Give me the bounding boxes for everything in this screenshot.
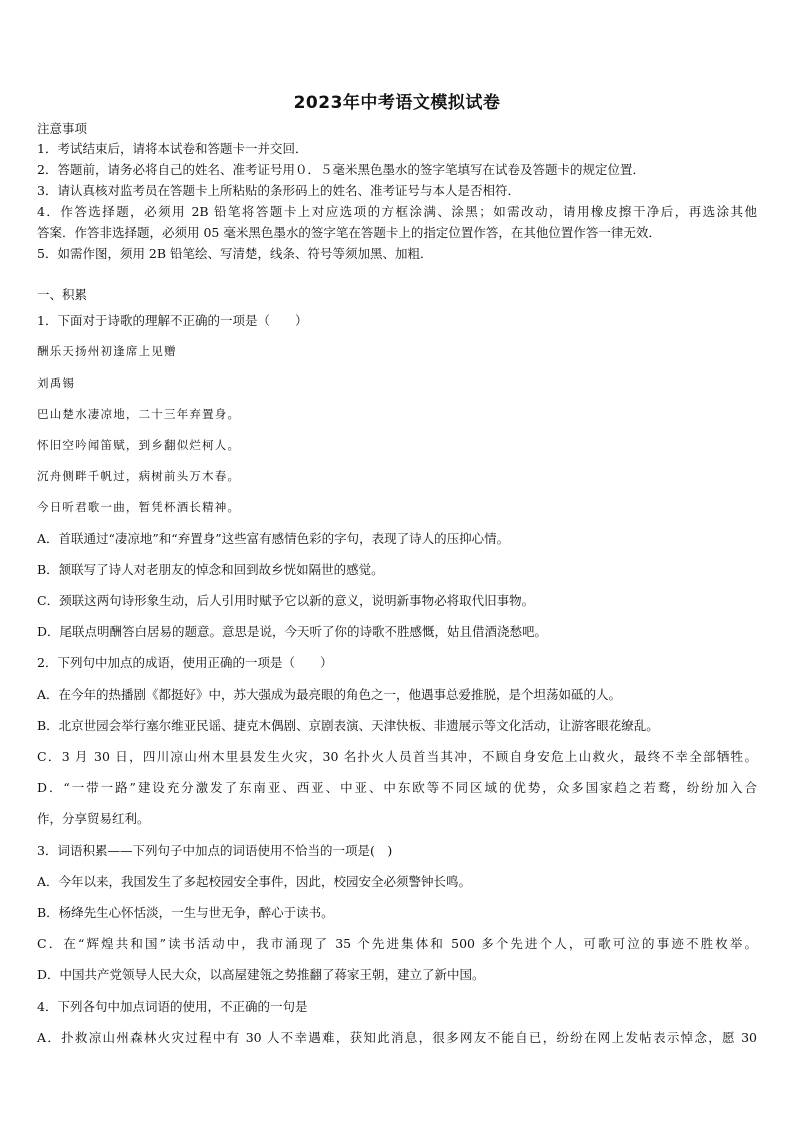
question-stem: 3．词语积累——下列句子中加点的词语使用不恰当的一项是( ) [37,843,393,858]
question-option: A．在今年的热播剧《都挺好》中，苏大强成为最亮眼的角色之一，他遇事总爱推脱，是个坦荡如砥的人。 [37,687,622,702]
notice-heading: 注意事项 [37,121,88,136]
question-option: B．杨绛先生心怀恬淡，一生与世无争，醉心于读书。 [37,905,334,920]
question-option: C．3 月 30 日，四川凉山州木里县发生火灾，30 名扑火人员首当其冲，不顾自身安危上山救火，最终不幸全部牺牲。 [37,749,757,764]
page-title: 2023年中考语文模拟试卷 [293,93,501,113]
notice-item: 5．如需作图，须用 2B 铅笔绘、写清楚，线条、符号等须加黑、加粗． [37,246,433,261]
question-option: C．颈联这两句诗形象生动，后人引用时赋予它以新的意义，说明新事物必将取代旧事物。 [37,593,535,608]
question-option: B．北京世园会举行塞尔维亚民谣、捷克木偶剧、京剧表演、天津快板、非遗展示等文化活动，让游客眼花缭乱。 [37,718,659,733]
question-stem: 2．下列句中加点的成语，使用正确的一项是（ ） [37,655,333,670]
notice-item: 4．作答选择题，必须用 2B 铅笔将答题卡上对应选项的方框涂满、涂黑；如需改动，请用橡皮擦干净后，再选涂其他 [37,204,757,219]
section-heading: 一、积累 [37,287,88,302]
question-option: C．在“辉煌共和国”读书活动中，我市涌现了 35 个先进集体和 500 多个先进个人，可歌可泣的事迹不胜枚举。 [37,936,757,951]
poem-line: 巴山楚水凄凉地，二十三年弃置身。 [37,407,241,421]
question-stem: 4．下列各句中加点词语的使用，不正确的一句是 [37,999,308,1014]
poem-line: 沉舟侧畔千帆过，病树前头万木春。 [37,469,241,483]
question-option: A．扑救凉山州森林火灾过程中有 30 人不幸遇难，获知此消息，很多网友不能自已，纷纷在网上发帖表示悼念，愿 30 [37,1030,757,1045]
question-option: A．首联通过“凄凉地”和“弃置身”这些富有感情色彩的字句，表现了诗人的压抑心情。 [37,531,510,546]
question-option: D．尾联点明酬答白居易的题意。意思是说，今天听了你的诗歌不胜感慨，姑且借酒浇愁吧。 [37,624,548,639]
notice-item: 2．答题前，请务必将自己的姓名、准考证号用０．５毫米黑色墨水的签字笔填写在试卷及答题卡的规定位置． [37,162,645,177]
poem-line: 今日听君歌一曲，暂凭杯酒长精神。 [37,500,241,514]
question-option: B．颔联写了诗人对老朋友的悼念和回到故乡恍如隔世的感觉。 [37,562,384,577]
notice-item: 1．考试结束后，请将本试卷和答题卡一并交回． [37,141,308,156]
poem-author: 刘禹锡 [37,376,76,390]
question-option: D．中国共产党领导人民大众，以高屋建瓴之势推翻了蒋家王朝，建立了新中国。 [37,967,485,982]
question-option: D．“一带一路”建设充分激发了东南亚、西亚、中亚、中东欧等不同区域的优势，众多国家趋之若鹜，纷纷加入合 [37,780,757,795]
notice-item: 3．请认真核对监考员在答题卡上所粘贴的条形码上的姓名、准考证号与本人是否相符． [37,183,520,198]
poem-line: 怀旧空吟闻笛赋，到乡翻似烂柯人。 [37,438,241,452]
question-stem: 1．下面对于诗歌的理解不正确的一项是（ ） [37,313,308,328]
question-option: A．今年以来，我国发生了多起校园安全事件，因此，校园安全必须警钟长鸣。 [37,874,472,889]
notice-item: 答案．作答非选择题，必须用 05 毫米黑色墨水的签字笔在答题卡上的指定位置作答，在其他位置作答一律无效． [37,225,661,240]
poem-title: 酬乐天扬州初逢席上见赠 [37,344,177,358]
question-option: 作，分享贸易红利。 [37,811,150,826]
